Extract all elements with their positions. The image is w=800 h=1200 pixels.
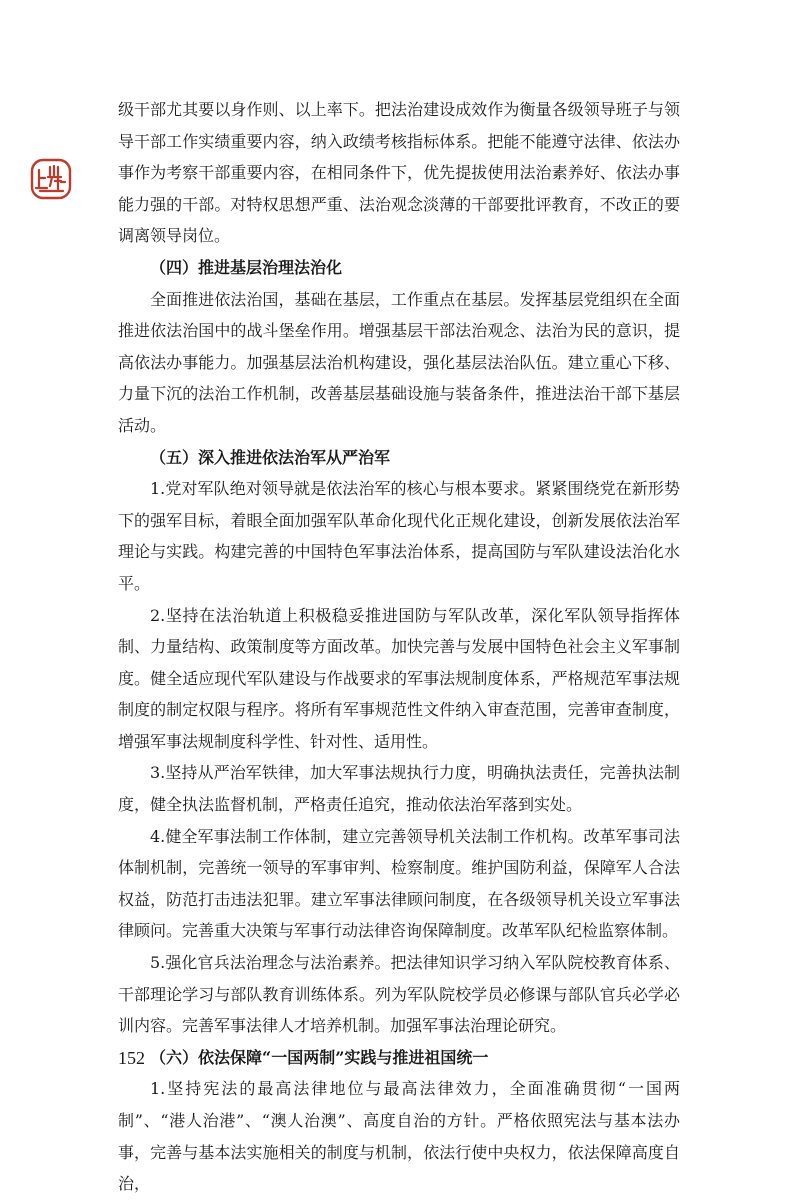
paragraph-military-5: 5.强化官兵法治理念与法治素养。把法律知识学习纳入军队院校教育体系、干部理论学习与部队教育训练体系。列为军队院校学员必修课与部队官兵必学必训内容。完善军事法律人才培养机制。加强军事法治理论研究。 bbox=[118, 953, 680, 1036]
seal-icon bbox=[30, 158, 72, 200]
page-number: 152 bbox=[118, 1048, 145, 1068]
paragraph-cadre-example: 级干部尤其要以身作则、以上率下。把法治建设成效作为衡量各级领导班子与领导干部工作实绩重要内容，纳入政绩考核指标体系。把能不能遵守法律、依法办事作为考察干部重要内容，在相同条件下，优先提拔使用法治素养好、依法办事能力强的干部。对特权思想严重、法治观念淡薄的干部要批评教育，不改正的要调离领导岗位。 bbox=[118, 100, 680, 246]
section-heading-6: （六）依法保障“一国两制”实践与推进祖国统一 bbox=[150, 1047, 489, 1067]
seal-stamp bbox=[30, 158, 72, 200]
paragraph-military-2: 2.坚持在法治轨道上积极稳妥推进国防与军队改革，深化军队领导指挥体制、力量结构、政策制度等方面改革。加快完善与发展中国特色社会主义军事制度。健全适应现代军队建设与作战要求的军事法规制度体系，严格规范军事法规制度的制定权限与程序。将所有军事规范性文件纳入审查范围，完善审查制度，增强军事法规制度科学性、针对性、适用性。 bbox=[118, 605, 680, 751]
paragraph-grassroots: 全面推进依法治国，基础在基层，工作重点在基层。发挥基层党组织在全面推进依法治国中的战斗堡垒作用。增强基层干部法治观念、法治为民的意识，提高依法办事能力。加强基层法治机构建设，强化基层法治队伍。建立重心下移、力量下沉的法治工作机制，改善基层基础设施与装备条件，推进法治干部下基层活动。 bbox=[118, 289, 680, 435]
section-heading-4: （四）推进基层治理法治化 bbox=[150, 257, 343, 277]
paragraph-military-4: 4.健全军事法制工作体制，建立完善领导机关法制工作机构。改革军事司法体制机制，完善统一领导的军事审判、检察制度。维护国防利益，保障军人合法权益，防范打击违法犯罪。建立军事法律顾问制度，在各级领导机关设立军事法律顾问。完善重大决策与军事行动法律咨询保障制度。改革军队纪检监察体制。 bbox=[118, 826, 680, 941]
paragraph-military-1: 1.党对军队绝对领导就是依法治军的核心与根本要求。紧紧围绕党在新形势下的强军目标，着眼全面加强军队革命化现代化正规化建设，创新发展依法治军理论与实践。构建完善的中国特色军事法治体系，提高国防与军队建设法治化水平。 bbox=[118, 479, 680, 593]
paragraph-military-3: 3.坚持从严治军铁律，加大军事法规执行力度，明确执法责任，完善执法制度，健全执法监督机制，严格责任追究，推动依法治军落到实处。 bbox=[118, 763, 680, 815]
page-body bbox=[118, 94, 680, 1200]
section-heading-5: （五）深入推进依法治军从严治军 bbox=[150, 447, 391, 467]
paragraph-one-country-1: 1.坚持宪法的最高法律地位与最高法律效力，全面准确贯彻“一国两制”、“港人治港”、“澳人治澳”、高度自治的方针。严格依照宪法与基本法办事，完善与基本法实施相关的制度与机制，依法行使中央权力，依法保障高度自治， bbox=[118, 1079, 680, 1194]
